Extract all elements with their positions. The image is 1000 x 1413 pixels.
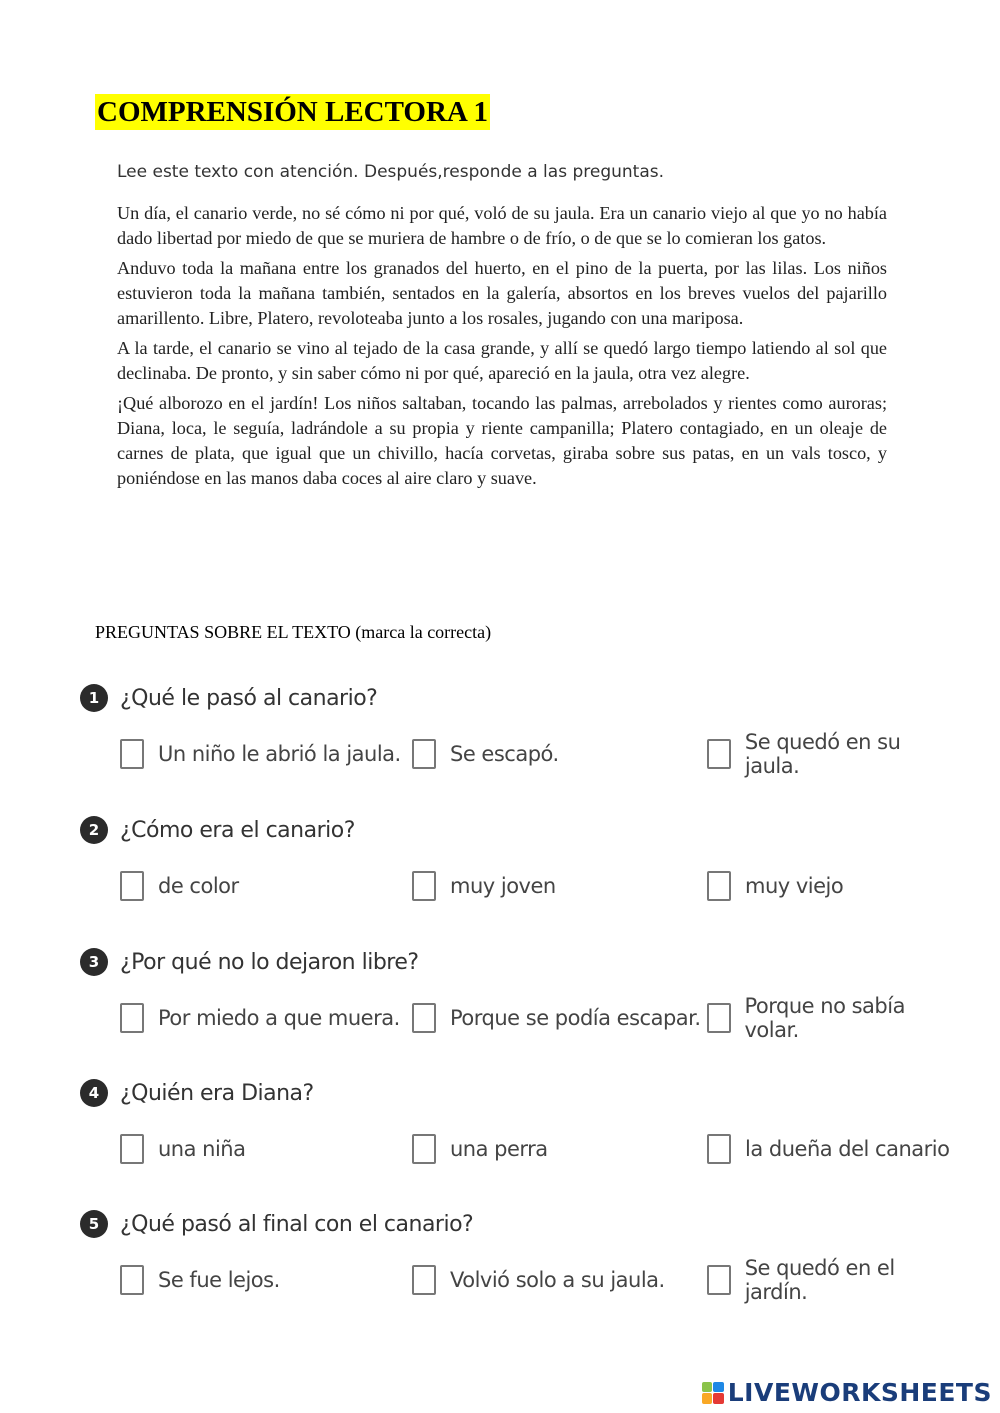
question-text: ¿Por qué no lo dejaron libre? <box>120 949 419 975</box>
option-label: Volvió solo a su jaula. <box>450 1268 665 1292</box>
option-label: Se quedó en su jaula. <box>744 730 901 778</box>
option-item[interactable] <box>707 1131 949 1167</box>
passage-paragraph: A la tarde, el canario se vino al tejado de la casa grande, y allí se quedó largo tiempo latiendo al sol que declinaba. De pronto, y sin saber cómo ni por qué, apareció en la jaula, otra vez alegre. <box>117 338 887 383</box>
option-label: Se quedó en el jardín. <box>744 1256 895 1304</box>
answer-checkbox[interactable] <box>412 739 436 769</box>
answer-checkbox[interactable] <box>707 1134 731 1164</box>
answer-checkbox[interactable] <box>412 1134 436 1164</box>
answer-checkbox[interactable] <box>412 1003 436 1033</box>
liveworksheets-logo-icon <box>702 1382 724 1404</box>
answer-checkbox[interactable] <box>707 1265 731 1295</box>
answer-checkbox[interactable] <box>120 1265 144 1295</box>
option-item[interactable] <box>707 730 960 778</box>
answer-checkbox[interactable] <box>707 1003 731 1033</box>
option-label: Un niño le abrió la jaula. <box>158 742 401 766</box>
page-title: COMPRENSIÓN LECTORA 1 <box>97 96 489 128</box>
option-label: Porque se podía escapar. <box>450 1006 701 1030</box>
option-label: Se escapó. <box>450 742 559 766</box>
logo-cell <box>702 1382 713 1393</box>
question-number-badge: 2 <box>80 816 108 844</box>
question-text: ¿Qué pasó al final con el canario? <box>120 1211 474 1237</box>
option-label: muy joven <box>450 874 556 898</box>
answer-checkbox[interactable] <box>412 871 436 901</box>
option-item[interactable] <box>412 1000 701 1036</box>
answer-checkbox[interactable] <box>120 1134 144 1164</box>
logo-cell <box>702 1393 713 1404</box>
questions-header: PREGUNTAS SOBRE EL TEXTO (marca la correcta) <box>95 622 492 642</box>
passage-paragraph: ¡Qué alborozo en el jardín! Los niños saltaban, tocando las palmas, arrebolados y rientes como auroras; Diana, loca, le seguía, ladrándole a su propia y riente campanilla; Platero contagiado, en un oleaje de carnes de plata, que igual que un chivillo, hacía corvetas, giraba sobre sus patas, en un vals tosco, y poniéndose en las manos daba coces al aire claro y suave. <box>117 393 887 488</box>
answer-checkbox[interactable] <box>707 739 731 769</box>
passage-paragraph: Anduvo toda la mañana entre los granados del huerto, en el pino de la puerta, por las lilas. Los niños estuvieron toda la mañana también, sentados en la galería, absortos en los breves vuelos del pajarillo amarillento. Libre, Platero, revoloteaba junto a los rosales, jugando con una mariposa. <box>117 258 887 328</box>
answer-checkbox[interactable] <box>120 1003 144 1033</box>
option-label: de color <box>158 874 239 898</box>
answer-checkbox[interactable] <box>120 871 144 901</box>
option-item[interactable] <box>707 994 960 1042</box>
option-item[interactable] <box>120 1131 246 1167</box>
brand-text: LIVEWORKSHEETS <box>727 1378 992 1407</box>
answer-checkbox[interactable] <box>120 739 144 769</box>
question-text: ¿Qué le pasó al canario? <box>120 685 378 711</box>
question-number-badge: 3 <box>80 948 108 976</box>
option-label: una niña <box>158 1137 246 1161</box>
option-label: la dueña del canario <box>745 1137 950 1161</box>
option-item[interactable] <box>412 1131 548 1167</box>
option-label: muy viejo <box>745 874 844 898</box>
option-item[interactable] <box>707 1256 960 1304</box>
option-item[interactable] <box>412 736 559 772</box>
option-item[interactable] <box>707 868 843 904</box>
option-label: Porque no sabía volar. <box>744 994 905 1042</box>
question-number-badge: 1 <box>80 684 108 712</box>
question-number-badge: 4 <box>80 1079 108 1107</box>
option-label: Se fue lejos. <box>158 1268 280 1292</box>
reading-passage <box>117 201 887 496</box>
logo-cell <box>713 1393 724 1404</box>
question-text: ¿Cómo era el canario? <box>120 817 355 843</box>
question-number-badge: 5 <box>80 1210 108 1238</box>
passage-paragraph: Un día, el canario verde, no sé cómo ni por qué, voló de su jaula. Era un canario viejo al que yo no había dado libertad por miedo de que se muriera de hambre o de frío, o de que se lo comieran los gatos. <box>117 203 887 248</box>
option-item[interactable] <box>412 868 556 904</box>
liveworksheets-brand <box>702 1378 992 1407</box>
option-item[interactable] <box>120 868 239 904</box>
logo-cell <box>713 1382 724 1393</box>
option-item[interactable] <box>412 1262 665 1298</box>
instructions: Lee este texto con atención. Después,responde a las preguntas. <box>117 162 665 182</box>
option-item[interactable] <box>120 1262 280 1298</box>
option-label: una perra <box>450 1137 548 1161</box>
option-label: Por miedo a que muera. <box>158 1006 400 1030</box>
question-text: ¿Quién era Diana? <box>120 1080 314 1106</box>
answer-checkbox[interactable] <box>707 871 731 901</box>
option-item[interactable] <box>120 736 401 772</box>
option-item[interactable] <box>120 1000 400 1036</box>
answer-checkbox[interactable] <box>412 1265 436 1295</box>
